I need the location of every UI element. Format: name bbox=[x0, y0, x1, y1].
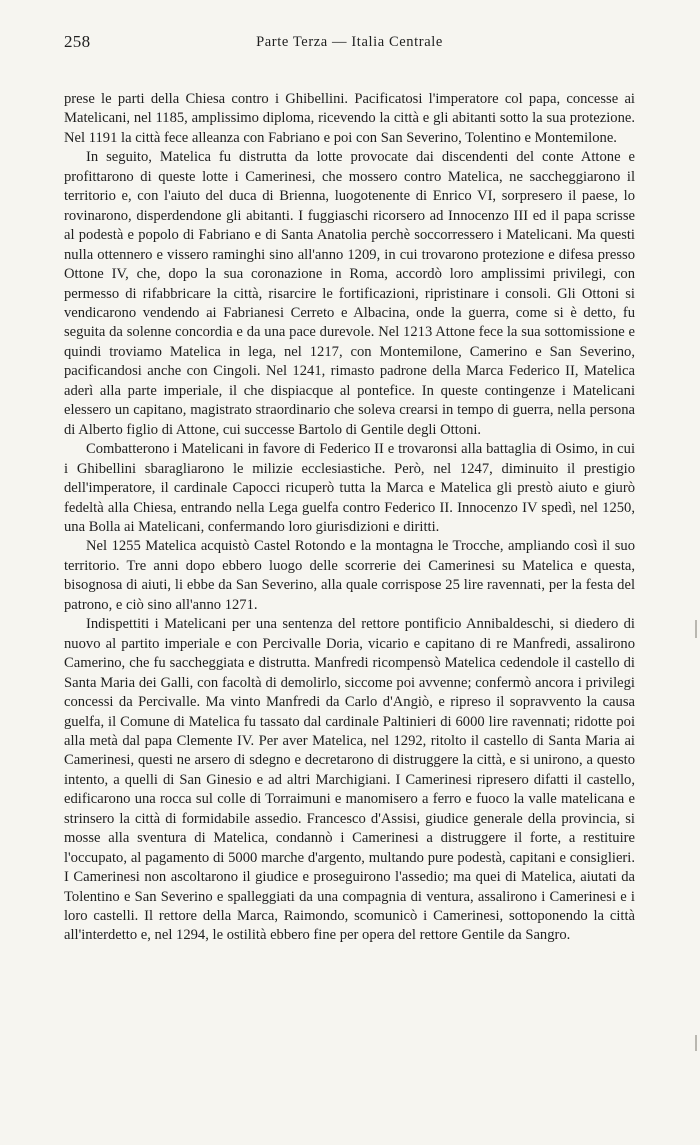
paragraph: In seguito, Matelica fu distrutta da lotte provocate dai discendenti del conte Attone e profittarono di queste lotte i Camerinesi, che mossero contro Matelica, ne saccheggiarono il territorio e, con l'aiuto del duca di Brienna, luogotenente di Enrico VI, sorpresero il paese, lo rovinarono, disperdendone gli abitanti. I fuggiaschi ricorsero ad Innocenzo III ed il papa scrisse al podestà e popolo di Fabriano e di Santa Anatolia perchè soccorressero i Matelicani. Ma questi nulla ottennero e vissero raminghi sino all'anno 1209, in cui trovarono protezione e difesa presso Ottone IV, che, dopo la sua coronazione in Roma, accordò loro amplissimi privilegi, con permesso di rifabbricare la città, risarcire le fortificazioni, ripristinare i consoli. Gli Ottoni si vendicarono vendendo ai Fabrianesi Cerreto e Albacina, onde la guerra, come si è detto, fu seguita da solenne concordia e da una pace durevole. Nel 1213 Attone fece la sua sottomissione e quindi troviamo Matelica in lega, nel 1217, con Montemilone, Camerino e San Severino, pacificandosi anche con Cingoli. Nel 1241, rimasto padrone della Marca Federico II, Matelica aderì alla parte imperiale, il che dispiacque al pontefice. In queste contingenze i Matelicani elessero un capitano, magistrato straordinario che soleva crearsi in tempo di guerra, nella persona di Alberto figlio di Attone, cui successe Bartolo di Gentile degli Ottoni. bbox=[64, 149, 635, 438]
scan-edge-mark bbox=[695, 1035, 697, 1051]
paragraph: Nel 1255 Matelica acquistò Castel Rotondo e la montagna le Trocche, ampliando così il suo territorio. Tre anni dopo ebbero luogo delle scorrerie dei Camerinesi su Matelica e questa, bisognosa di aiuti, li ebbe da San Severino, alla quale corrispose 25 lire ravennati, per la festa del patrono, e ciò sino all'anno 1271. bbox=[64, 538, 635, 613]
page-header bbox=[64, 32, 635, 54]
paragraph: Combatterono i Matelicani in favore di Federico II e trovaronsi alla battaglia di Osimo, in cui i Ghibellini sbaragliarono le milizie ecclesiastiche. Però, nel 1247, diminuito il prestigio dell'imperatore, il cardinale Capocci ricuperò tutta la Marca e Matelica gli prestò aiuto e giurò fedeltà alla Chiesa, entrando nella Lega guelfa contro Federico II. Innocenzo IV spedì, nel 1250, una Bolla ai Matelicani, confermando loro giurisdizioni e diritti. bbox=[64, 441, 635, 535]
running-head: Parte Terza — Italia Centrale bbox=[256, 34, 443, 50]
paragraph: Indispettiti i Matelicani per una sentenza del rettore pontificio Annibaldeschi, si diedero di nuovo al partito imperiale e con Percivalle Doria, vicario e capitano di re Manfredi, assalirono Camerino, che fu saccheggiata e distrutta. Manfredi ricompensò Matelica cedendole il castello di Santa Maria dei Galli, con facoltà di demolirlo, siccome poi avvenne; confermò ancora i privilegi concessi da Percivalle. Ma vinto Manfredi da Carlo d'Angiò, e ripreso il sopravvento la causa guelfa, il Comune di Matelica fu tassato dal cardinale Paltinieri di 6000 lire ravennati; ridotte poi alla metà dal papa Clemente IV. Per aver Matelica, nel 1292, ritolto il castello di Santa Maria ai Camerinesi, questi ne arsero di sdegno e decretarono di distruggere la città, e si unirono, a questo intento, a quelli di San Ginesio e ad altri Marchigiani. I Camerinesi ripresero difatti il castello, edificarono una rocca sul colle di Torraimuni e manomisero a ferro e fuoco la valle matelicana e strinsero la città di formidabile assedio. Francesco d'Assisi, giudice generale della provincia, si mosse alla sventura di Matelica, condannò i Camerinesi a distruggere il forte, a restituire l'occupato, al pagamento di 5000 marche d'argento, multando pure podestà, capitani e consiglieri. I Camerinesi non ascoltarono il giudice e proseguirono l'assedio; ma quei di Matelica, aiutati da Tolentino e San Severino e spalleggiati da una compagnia di ventura, assalirono i Camerinesi e i loro castelli. Il rettore della Marca, Raimondo, scomunicò i Camerinesi, sottoponendo la città all'interdetto e, nel 1294, le ostilità ebbero fine per opera del rettore Gentile da Sangro. bbox=[64, 616, 635, 944]
paragraph: prese le parti della Chiesa contro i Ghibellini. Pacificatosi l'imperatore col papa, concesse ai Matelicani, nel 1185, amplissimo diploma, ricevendo la città e gli abitanti sotto la sua protezione. Nel 1191 la città fece alleanza con Fabriano e poi con San Severino, Tolentino e Montemilone. bbox=[64, 91, 635, 146]
page-number: 258 bbox=[64, 32, 91, 51]
scan-edge-mark bbox=[695, 620, 697, 638]
body-text bbox=[64, 90, 635, 946]
